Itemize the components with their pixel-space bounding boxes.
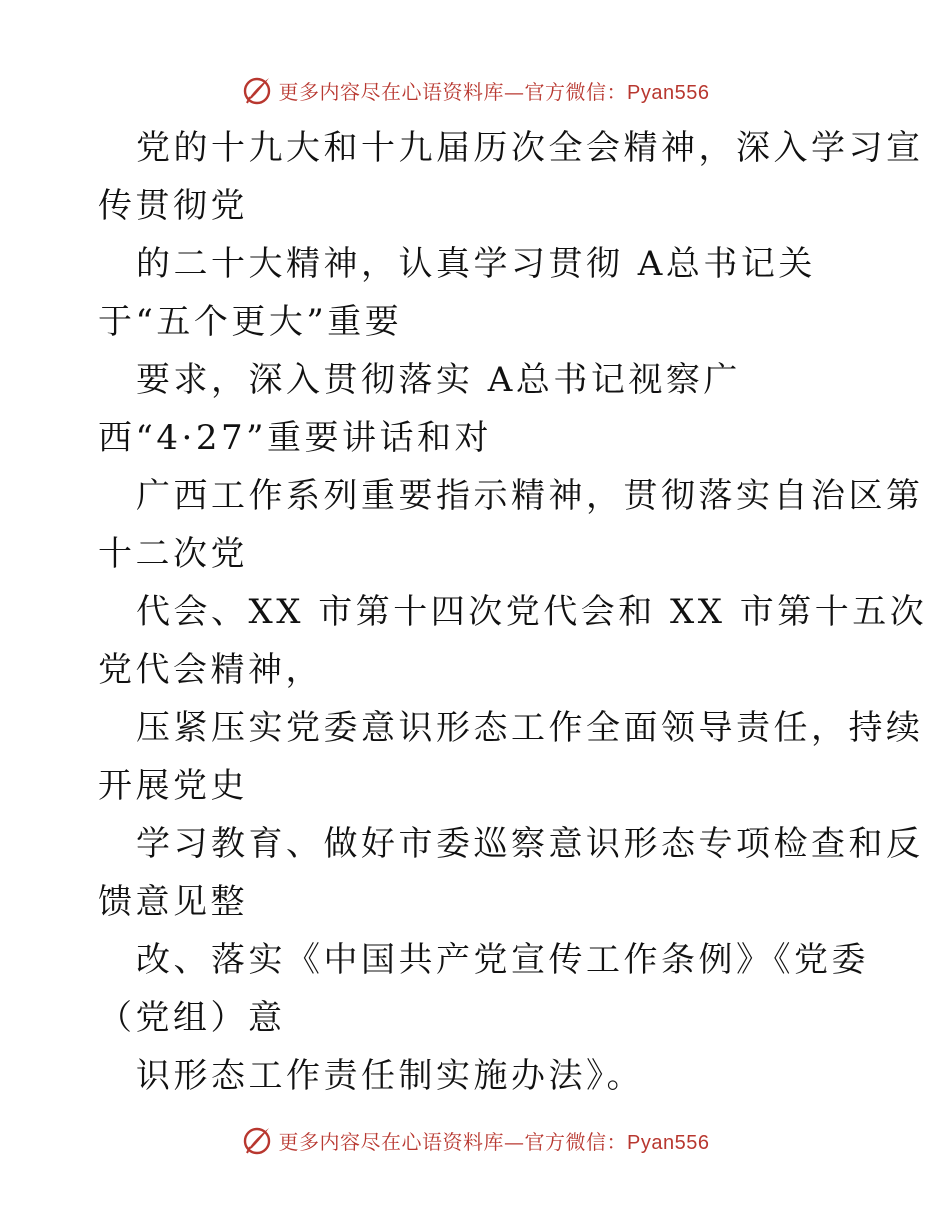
watermark-contact-label: 官方微信：	[524, 1129, 628, 1154]
body-line-8: 十二次党	[98, 534, 248, 574]
body-line-6: 西“4·27”重要讲话和对	[98, 418, 492, 458]
watermark-contact-id: Pyan556	[627, 81, 710, 104]
watermark-site-name: 更多内容尽在心语资料库	[278, 1129, 505, 1154]
body-line-7: 广西工作系列重要指示精神，贯彻落实自治区第	[136, 476, 924, 516]
watermark-text	[279, 76, 710, 105]
quill-logo-icon	[241, 74, 273, 106]
body-line-12: 开展党史	[98, 766, 248, 806]
body-line-13: 学习教育、做好市委巡察意识形态专项检查和反	[136, 824, 924, 864]
body-line-10: 党代会精神，	[98, 650, 323, 690]
body-line-14: 馈意见整	[98, 882, 248, 922]
quill-logo-icon	[241, 1124, 273, 1156]
body-line-4: 于“五个更大”重要	[98, 302, 403, 342]
header-watermark	[0, 70, 950, 110]
body-line-2: 传贯彻党	[98, 186, 248, 226]
watermark-contact-label: 官方微信：	[524, 79, 628, 104]
watermark-dash: —	[504, 1129, 525, 1154]
footer-watermark	[0, 1120, 950, 1160]
body-line-16: （党组）意	[98, 998, 286, 1038]
body-line-11: 压紧压实党委意识形态工作全面领导责任，持续	[136, 708, 924, 748]
body-line-5: 要求，深入贯彻落实 A总书记视察广	[136, 360, 741, 400]
body-line-3: 的二十大精神，认真学习贯彻 A总书记关	[136, 244, 816, 284]
body-line-17: 识形态工作责任制实施办法》。	[136, 1056, 644, 1096]
body-line-1: 党的十九大和十九届历次全会精神，深入学习宣	[136, 128, 924, 168]
body-line-15: 改、落实《中国共产党宣传工作条例》《党委	[136, 940, 869, 980]
watermark-site-name: 更多内容尽在心语资料库	[278, 79, 505, 104]
body-line-9: 代会、XX 市第十四次党代会和 XX 市第十五次	[136, 592, 928, 632]
watermark-text	[279, 1126, 710, 1155]
watermark-contact-id: Pyan556	[627, 1131, 710, 1154]
watermark-dash: —	[504, 79, 525, 104]
